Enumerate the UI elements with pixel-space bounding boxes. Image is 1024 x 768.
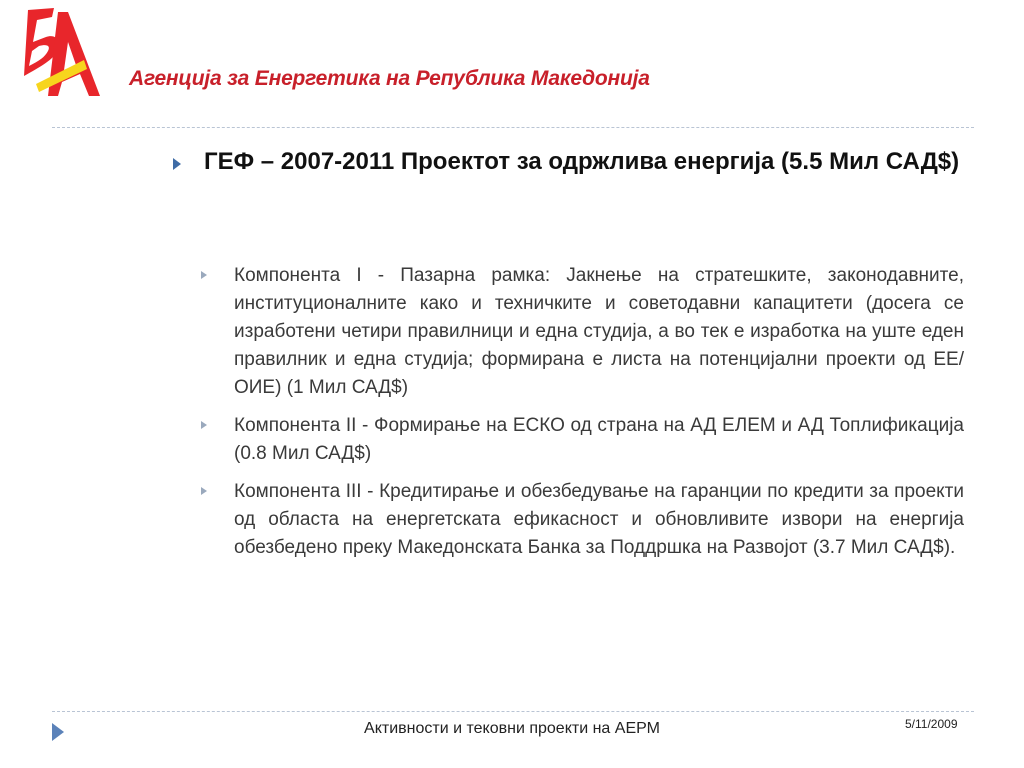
footer-date: 5/11/2009 (905, 717, 958, 731)
aerm-logo-graphic (6, 4, 102, 100)
component-list (200, 262, 964, 572)
organization-title: Агенција за Енергетика на Република Македонија (129, 67, 650, 90)
main-bullet (173, 146, 963, 178)
bullet-arrow-icon (201, 487, 207, 495)
list-item (200, 262, 964, 402)
bullet-arrow-icon (201, 421, 207, 429)
list-item (200, 412, 964, 468)
component-text: Компонента II - Формирање на ЕСКО од страна на АД ЕЛЕМ и АД Топлификација (0.8 Мил САД$) (234, 415, 964, 464)
header-divider (52, 127, 974, 128)
aerm-logo (6, 4, 102, 100)
footer-title: Активности и тековни проекти на АЕРМ (364, 720, 660, 737)
list-item (200, 478, 964, 562)
component-text: Компонента I - Пазарна рамка: Јакнење на стратешките, законодавните, институционалните како и техничките и советодавни капацитети (досега се изработени четири правилници и една студија, а во тек е изработка на уште еден правилник и една студија; формирана е листа на потенцијални проекти од ЕЕ/ОИЕ) (1 Мил САД$) (234, 265, 964, 398)
footer-divider (52, 711, 974, 712)
bullet-arrow-icon (201, 271, 207, 279)
bullet-arrow-icon (173, 158, 181, 170)
main-bullet-text: ГЕФ – 2007-2011 Проектот за одржлива енергија (5.5 Мил САД$) (204, 148, 960, 175)
component-text: Компонента III - Кредитирање и обезбедување на гаранции по кредити за проекти од областа на енергетската ефикасност и обновливите извори на енергија обезбедено преку Македонската Банка за Поддршка на Развојот (3.7 Мил САД$). (234, 481, 964, 558)
